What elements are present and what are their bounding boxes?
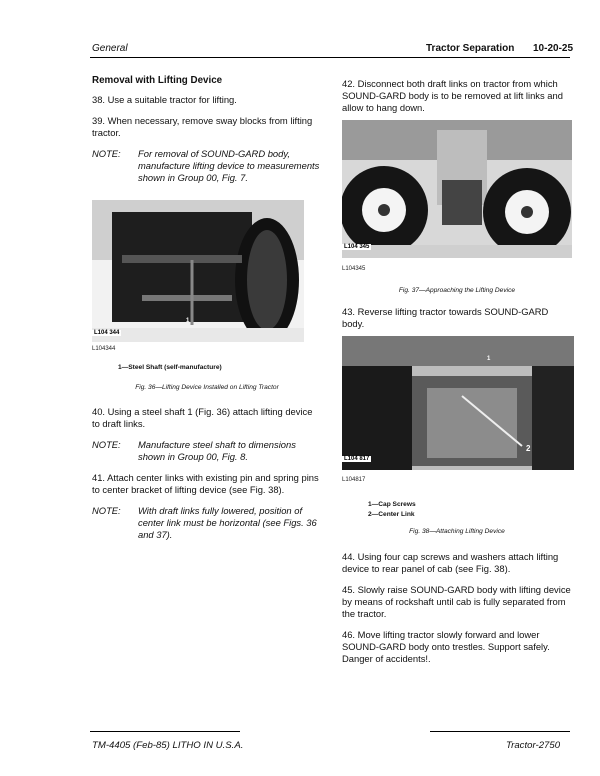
fig36-caption: Fig. 36—Lifting Device Installed on Lifting Tractor [135, 384, 279, 391]
step-45: 45. Slowly raise SOUND-GARD body with lifting device by means of rockshaft until cab is fully separated from the tractor. [342, 584, 571, 619]
header-section-label: General [92, 43, 128, 54]
note-1 [92, 148, 322, 184]
fig37-overlay-label: L104 345 [344, 244, 370, 250]
fig36-callout-1: 1 [186, 318, 190, 324]
fig36-photo [92, 200, 304, 342]
note-1-text: For removal of SOUND-GARD body, manufacture lifting device to measurements shown in Group 00, Fig. 7. [138, 148, 320, 183]
fig38-legend-1: 1—Cap Screws [368, 501, 416, 508]
step-40: 40. Using a steel shaft 1 (Fig. 36) attach lifting device to draft links. [92, 406, 313, 429]
header-rule [90, 57, 570, 58]
note-3-text: With draft links fully lowered, position of center link must be horizontal (see Figs. 36 and 37). [138, 505, 317, 540]
fig37-illustration [342, 120, 572, 258]
note-3 [92, 505, 322, 541]
fig38-image-id: L104817 [342, 477, 366, 483]
note-3-label: NOTE: [92, 505, 121, 516]
fig36-legend: 1—Steel Shaft (self-manufacture) [118, 364, 222, 371]
fig38-illustration [342, 336, 574, 470]
right-column-mid [342, 306, 572, 339]
fig37-image-id: L104345 [342, 266, 366, 272]
step-42: 42. Disconnect both draft links on tractor from which SOUND-GARD body is to be removed at lift links and allow to hang down. [342, 78, 563, 113]
header-chapter-title: Tractor Separation [426, 43, 515, 54]
fig37-caption: Fig. 37—Approaching the Lifting Device [398, 287, 516, 294]
fig38-callout-1: 1 [487, 356, 491, 362]
note-2-text: Manufacture steel shaft to dimensions shown in Group 00, Fig. 8. [138, 439, 296, 462]
fig38-photo [342, 336, 574, 470]
fig37-photo [342, 120, 572, 258]
footer-page-label: Tractor-2750 [506, 740, 561, 751]
step-46: 46. Move lifting tractor slowly forward and lower SOUND-GARD body onto trestles. Support safely. Danger of accidents!. [342, 629, 550, 664]
step-43: 43. Reverse lifting tractor towards SOUND-GARD body. [342, 306, 549, 329]
section-heading: Removal with Lifting Device [92, 75, 223, 86]
fig36-overlay-label: L104 344 [94, 330, 120, 336]
step-38: 38. Use a suitable tractor for lifting. [92, 94, 237, 105]
footer-manual-ref: TM-4405 (Feb-85) LITHO IN U.S.A. [92, 740, 244, 751]
step-41: 41. Attach center links with existing pin and spring pins to center bracket of lifting device (see Fig. 38). [92, 472, 319, 495]
step-44: 44. Using four cap screws and washers attach lifting device to rear panel of cab (see Fig. 38). [342, 551, 559, 574]
fig38-callout-2: 2 [526, 444, 531, 453]
fig38-caption: Fig. 38—Attaching Lifting Device [409, 528, 505, 535]
fig36-illustration [92, 200, 304, 342]
note-2 [92, 439, 322, 463]
footer-rule-right [430, 731, 570, 732]
step-39: 39. When necessary, remove sway blocks from lifting tractor. [92, 115, 313, 138]
fig38-legend-2: 2—Center Link [368, 511, 415, 518]
right-column-lower [342, 551, 572, 674]
header-page-code: 10-20-25 [533, 43, 574, 54]
right-column [342, 78, 572, 123]
fig38-overlay-label: L104 817 [344, 456, 370, 462]
left-column-lower [92, 406, 322, 541]
fig36-image-id: L104344 [92, 346, 116, 352]
left-column [92, 75, 322, 184]
note-2-label: NOTE: [92, 439, 121, 450]
note-1-label: NOTE: [92, 148, 121, 159]
footer-rule-left [90, 731, 240, 732]
